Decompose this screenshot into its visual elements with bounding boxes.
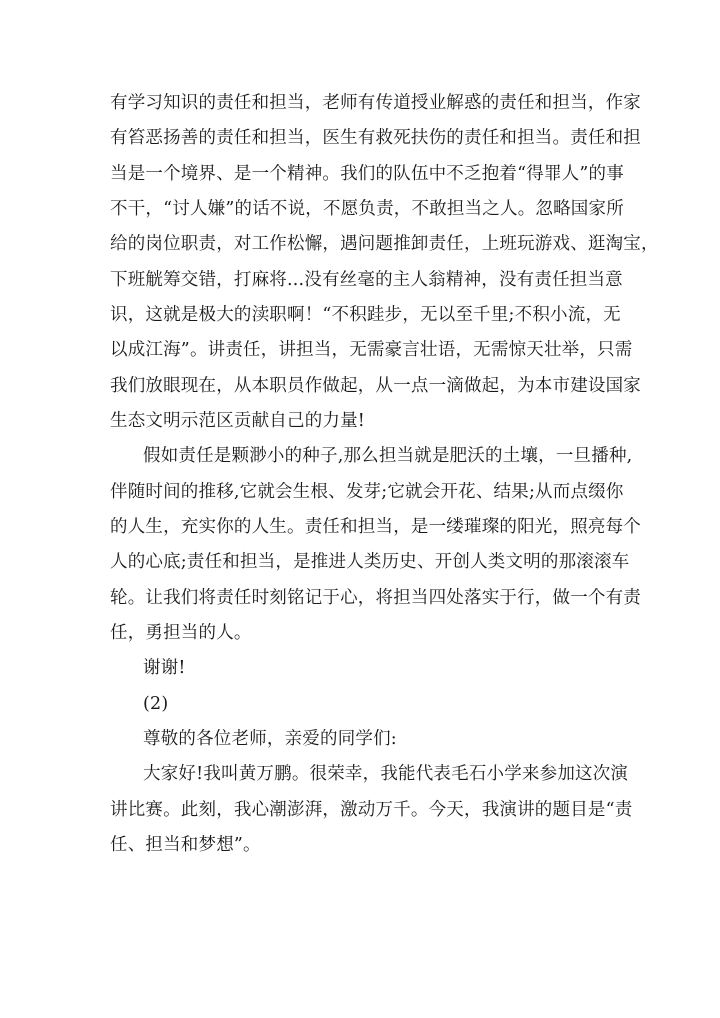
paragraph2-line-4: 人的心底;责任和担当，是推进人类历史、开创人类文明的那滚滚车 xyxy=(110,552,630,572)
paragraph1-line-7: 识，这就是极大的渎职啊！“不积跬步，无以至千里;不积小流，无 xyxy=(110,305,621,325)
paragraph2-line-6: 任，勇担当的人。 xyxy=(110,623,252,643)
paragraph1-line-2: 有笞恶扬善的责任和担当，医生有救死扶伤的责任和担当。责任和担 xyxy=(110,128,641,148)
paragraph3-line-1: 大家好!我叫黄万鹏。很荣幸，我能代表毛石小学来参加这次演 xyxy=(143,764,629,784)
paragraph2-line-2: 伴随时间的推移,它就会生根、发芽;它就会开花、结果;从而点缀你 xyxy=(110,482,624,502)
paragraph1-line-4: 不干，“讨人嫌”的话不说，不愿负责，不敢担当之人。忽略国家所 xyxy=(110,199,624,219)
paragraph2-line-5: 轮。让我们将责任时刻铭记于心，将担当四处落实于行，做一个有责 xyxy=(110,588,641,608)
paragraph1-line-1: 有学习知识的责任和担当，老师有传道授业解惑的责任和担当，作家 xyxy=(110,93,641,113)
paragraph1-line-3: 当是一个境界、是一个精神。我们的队伍中不乏抱着“得罪人”的事 xyxy=(110,164,624,184)
paragraph2-line-1: 假如责任是颗渺小的种子,那么担当就是肥沃的土壤，一旦播种, xyxy=(143,446,633,466)
paragraph1-line-6: 下班觥筹交错，打麻将...没有丝毫的主人翁精神，没有责任担当意 xyxy=(110,270,623,290)
paragraph1-line-10: 生态文明示范区贡献自己的力量! xyxy=(110,411,366,431)
paragraph3-line-2: 讲比赛。此刻，我心潮澎湃，激动万千。今天，我演讲的题目是“责 xyxy=(110,800,633,820)
paragraph1-line-9: 我们放眼现在，从本职员作做起，从一点一滴做起，为本市建设国家 xyxy=(110,376,641,396)
section-number: (2) xyxy=(143,694,169,714)
paragraph3-line-3: 任、担当和梦想”。 xyxy=(110,835,261,855)
thanks-text: 谢谢! xyxy=(143,658,186,678)
paragraph2-line-3: 的人生，充实你的人生。责任和担当，是一缕璀璨的阳光，照亮每个 xyxy=(110,517,641,537)
greeting-text: 尊敬的各位老师，亲爱的同学们: xyxy=(143,729,397,749)
paragraph1-line-8: 以成江海”。讲责任，讲担当，无需豪言壮语，无需惊天壮举，只需 xyxy=(110,340,633,360)
paragraph1-line-5: 给的岗位职责，对工作松懈，遇问题推卸责任，上班玩游戏、逛淘宝， xyxy=(110,234,659,254)
